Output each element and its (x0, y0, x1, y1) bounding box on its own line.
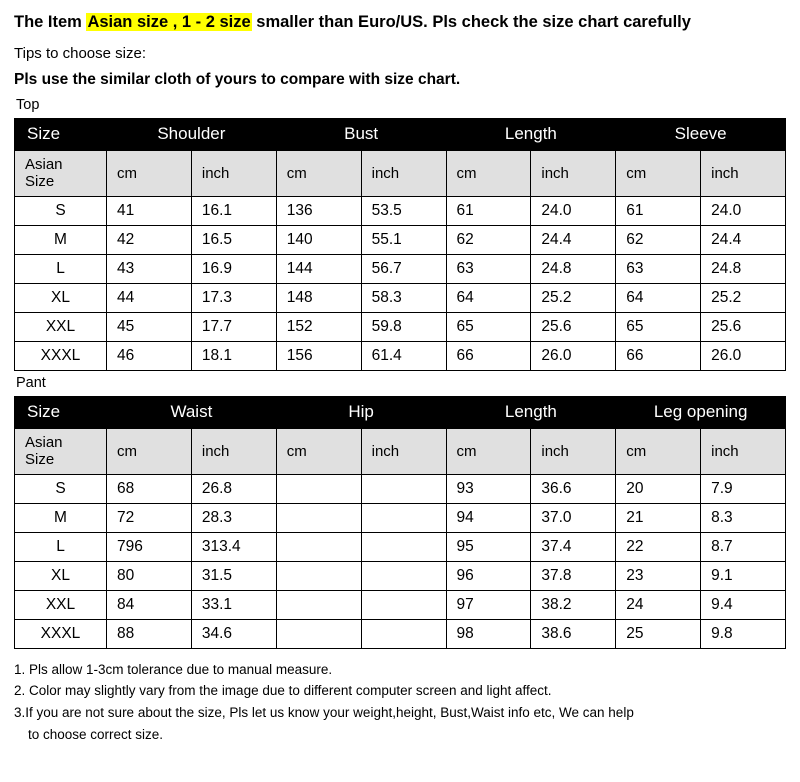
cell: 66 (616, 341, 701, 370)
section-label-pant: Pant (16, 374, 46, 391)
cell: 38.2 (531, 590, 616, 619)
header-shoulder: Shoulder (107, 118, 277, 150)
cell: 63 (616, 254, 701, 283)
unit-shoulder-inch: inch (191, 150, 276, 196)
header-leg-opening: Leg opening (616, 396, 786, 428)
tips-advice: Pls use the similar cloth of yours to compare with size chart. (14, 70, 461, 88)
cell: 64 (616, 283, 701, 312)
table-header-row (15, 396, 786, 428)
section-label-top: Top (16, 97, 40, 114)
cell: 38.6 (531, 619, 616, 648)
table-row (15, 561, 786, 590)
unit-hip-inch: inch (361, 428, 446, 474)
cell: 24.8 (701, 254, 786, 283)
cell: 68 (107, 474, 192, 503)
cell: 97 (446, 590, 531, 619)
cell: 98 (446, 619, 531, 648)
unit-waist-cm: cm (107, 428, 192, 474)
cell: 33.1 (191, 590, 276, 619)
tips-label: Tips to choose size: (14, 45, 147, 63)
note-1: 1. Pls allow 1-3cm tolerance due to manual measure. (14, 661, 333, 677)
cell: 22 (616, 532, 701, 561)
unit-length-cm: cm (446, 150, 531, 196)
unit-leg-opening-cm: cm (616, 428, 701, 474)
cell: 36.6 (531, 474, 616, 503)
row-size-label: XXL (15, 590, 107, 619)
table-row (15, 532, 786, 561)
table-row (15, 196, 786, 225)
size-table-pant (14, 396, 786, 649)
cell (361, 474, 446, 503)
cell: 45 (107, 312, 192, 341)
cell: 61 (616, 196, 701, 225)
table-row (15, 503, 786, 532)
row-size-label: M (15, 225, 107, 254)
cell: 24.4 (531, 225, 616, 254)
unit-size: Size (25, 173, 55, 191)
unit-leg-opening-inch: inch (701, 428, 786, 474)
cell: 24.0 (701, 196, 786, 225)
cell: 31.5 (191, 561, 276, 590)
cell: 148 (276, 283, 361, 312)
cell (361, 590, 446, 619)
cell: 24.4 (701, 225, 786, 254)
header-bust: Bust (276, 118, 446, 150)
cell: 25.2 (701, 283, 786, 312)
cell: 94 (446, 503, 531, 532)
unit-bust-inch: inch (361, 150, 446, 196)
unit-asian-size (15, 150, 107, 196)
cell: 37.4 (531, 532, 616, 561)
unit-sleeve-cm: cm (616, 150, 701, 196)
unit-asian: Asian (25, 433, 63, 451)
notes-list (14, 659, 786, 746)
cell: 26.0 (531, 341, 616, 370)
cell: 24.0 (531, 196, 616, 225)
cell: 64 (446, 283, 531, 312)
cell: 37.0 (531, 503, 616, 532)
cell: 9.8 (701, 619, 786, 648)
row-size-label: XXL (15, 312, 107, 341)
unit-bust-cm: cm (276, 150, 361, 196)
unit-length-cm: cm (446, 428, 531, 474)
cell: 72 (107, 503, 192, 532)
cell: 18.1 (191, 341, 276, 370)
cell: 16.9 (191, 254, 276, 283)
cell: 21 (616, 503, 701, 532)
cell: 7.9 (701, 474, 786, 503)
cell: 16.1 (191, 196, 276, 225)
cell: 96 (446, 561, 531, 590)
table-row (15, 225, 786, 254)
table-row (15, 590, 786, 619)
cell: 28.3 (191, 503, 276, 532)
table-row (15, 341, 786, 370)
unit-size: Size (25, 451, 55, 469)
cell: 59.8 (361, 312, 446, 341)
row-size-label: XXXL (15, 619, 107, 648)
cell: 25.6 (531, 312, 616, 341)
cell: 144 (276, 254, 361, 283)
unit-asian-size (15, 428, 107, 474)
cell: 9.1 (701, 561, 786, 590)
row-size-label: M (15, 503, 107, 532)
cell: 61 (446, 196, 531, 225)
note-3: 3.If you are not sure about the size, Pls let us know your weight,height, Bust,Waist info etc, We can help (14, 705, 634, 721)
cell: 20 (616, 474, 701, 503)
cell: 26.0 (701, 341, 786, 370)
page-title (14, 11, 786, 33)
cell: 25.6 (701, 312, 786, 341)
cell: 136 (276, 196, 361, 225)
cell: 63 (446, 254, 531, 283)
title-prefix: The Item (14, 13, 87, 31)
table-units-row (15, 428, 786, 474)
cell: 65 (616, 312, 701, 341)
header-sleeve: Sleeve (616, 118, 786, 150)
unit-shoulder-cm: cm (107, 150, 192, 196)
row-size-label: XL (15, 561, 107, 590)
cell (276, 590, 361, 619)
table-row (15, 474, 786, 503)
table-row (15, 619, 786, 648)
cell: 62 (616, 225, 701, 254)
table-row (15, 254, 786, 283)
cell: 140 (276, 225, 361, 254)
cell: 156 (276, 341, 361, 370)
cell: 66 (446, 341, 531, 370)
cell: 24 (616, 590, 701, 619)
cell (276, 503, 361, 532)
cell: 44 (107, 283, 192, 312)
title-suffix: smaller than Euro/US. Pls check the size chart carefully (251, 13, 691, 31)
header-length: Length (446, 118, 616, 150)
cell: 313.4 (191, 532, 276, 561)
cell: 53.5 (361, 196, 446, 225)
header-length: Length (446, 396, 616, 428)
table-row (15, 312, 786, 341)
cell (361, 619, 446, 648)
cell: 34.6 (191, 619, 276, 648)
cell: 56.7 (361, 254, 446, 283)
cell: 43 (107, 254, 192, 283)
cell (276, 474, 361, 503)
header-size: Size (15, 118, 107, 150)
size-table-top (14, 118, 786, 371)
cell: 25 (616, 619, 701, 648)
unit-hip-cm: cm (276, 428, 361, 474)
cell: 65 (446, 312, 531, 341)
unit-sleeve-inch: inch (701, 150, 786, 196)
cell (361, 532, 446, 561)
cell: 42 (107, 225, 192, 254)
cell (276, 619, 361, 648)
header-hip: Hip (276, 396, 446, 428)
cell: 58.3 (361, 283, 446, 312)
note-2: 2. Color may slightly vary from the image due to different computer screen and light affect. (14, 683, 552, 699)
cell: 152 (276, 312, 361, 341)
row-size-label: L (15, 532, 107, 561)
cell: 93 (446, 474, 531, 503)
cell: 84 (107, 590, 192, 619)
cell (361, 561, 446, 590)
unit-asian: Asian (25, 156, 63, 174)
cell: 41 (107, 196, 192, 225)
cell: 55.1 (361, 225, 446, 254)
row-size-label: XL (15, 283, 107, 312)
cell: 61.4 (361, 341, 446, 370)
table-row (15, 283, 786, 312)
row-size-label: S (15, 474, 107, 503)
cell: 796 (107, 532, 192, 561)
cell: 80 (107, 561, 192, 590)
cell: 95 (446, 532, 531, 561)
cell (361, 503, 446, 532)
cell: 17.7 (191, 312, 276, 341)
cell: 16.5 (191, 225, 276, 254)
cell: 88 (107, 619, 192, 648)
title-highlight: Asian size , 1 - 2 size (87, 13, 251, 31)
cell: 37.8 (531, 561, 616, 590)
cell: 17.3 (191, 283, 276, 312)
header-size: Size (15, 396, 107, 428)
unit-length-inch: inch (531, 150, 616, 196)
table-units-row (15, 150, 786, 196)
cell (276, 561, 361, 590)
unit-length-inch: inch (531, 428, 616, 474)
cell (276, 532, 361, 561)
header-waist: Waist (107, 396, 277, 428)
cell: 62 (446, 225, 531, 254)
cell: 24.8 (531, 254, 616, 283)
cell: 25.2 (531, 283, 616, 312)
row-size-label: S (15, 196, 107, 225)
cell: 9.4 (701, 590, 786, 619)
table-header-row (15, 118, 786, 150)
cell: 46 (107, 341, 192, 370)
unit-waist-inch: inch (191, 428, 276, 474)
cell: 8.7 (701, 532, 786, 561)
cell: 8.3 (701, 503, 786, 532)
cell: 23 (616, 561, 701, 590)
row-size-label: XXXL (15, 341, 107, 370)
cell: 26.8 (191, 474, 276, 503)
row-size-label: L (15, 254, 107, 283)
note-3-continued: to choose correct size. (28, 727, 164, 743)
